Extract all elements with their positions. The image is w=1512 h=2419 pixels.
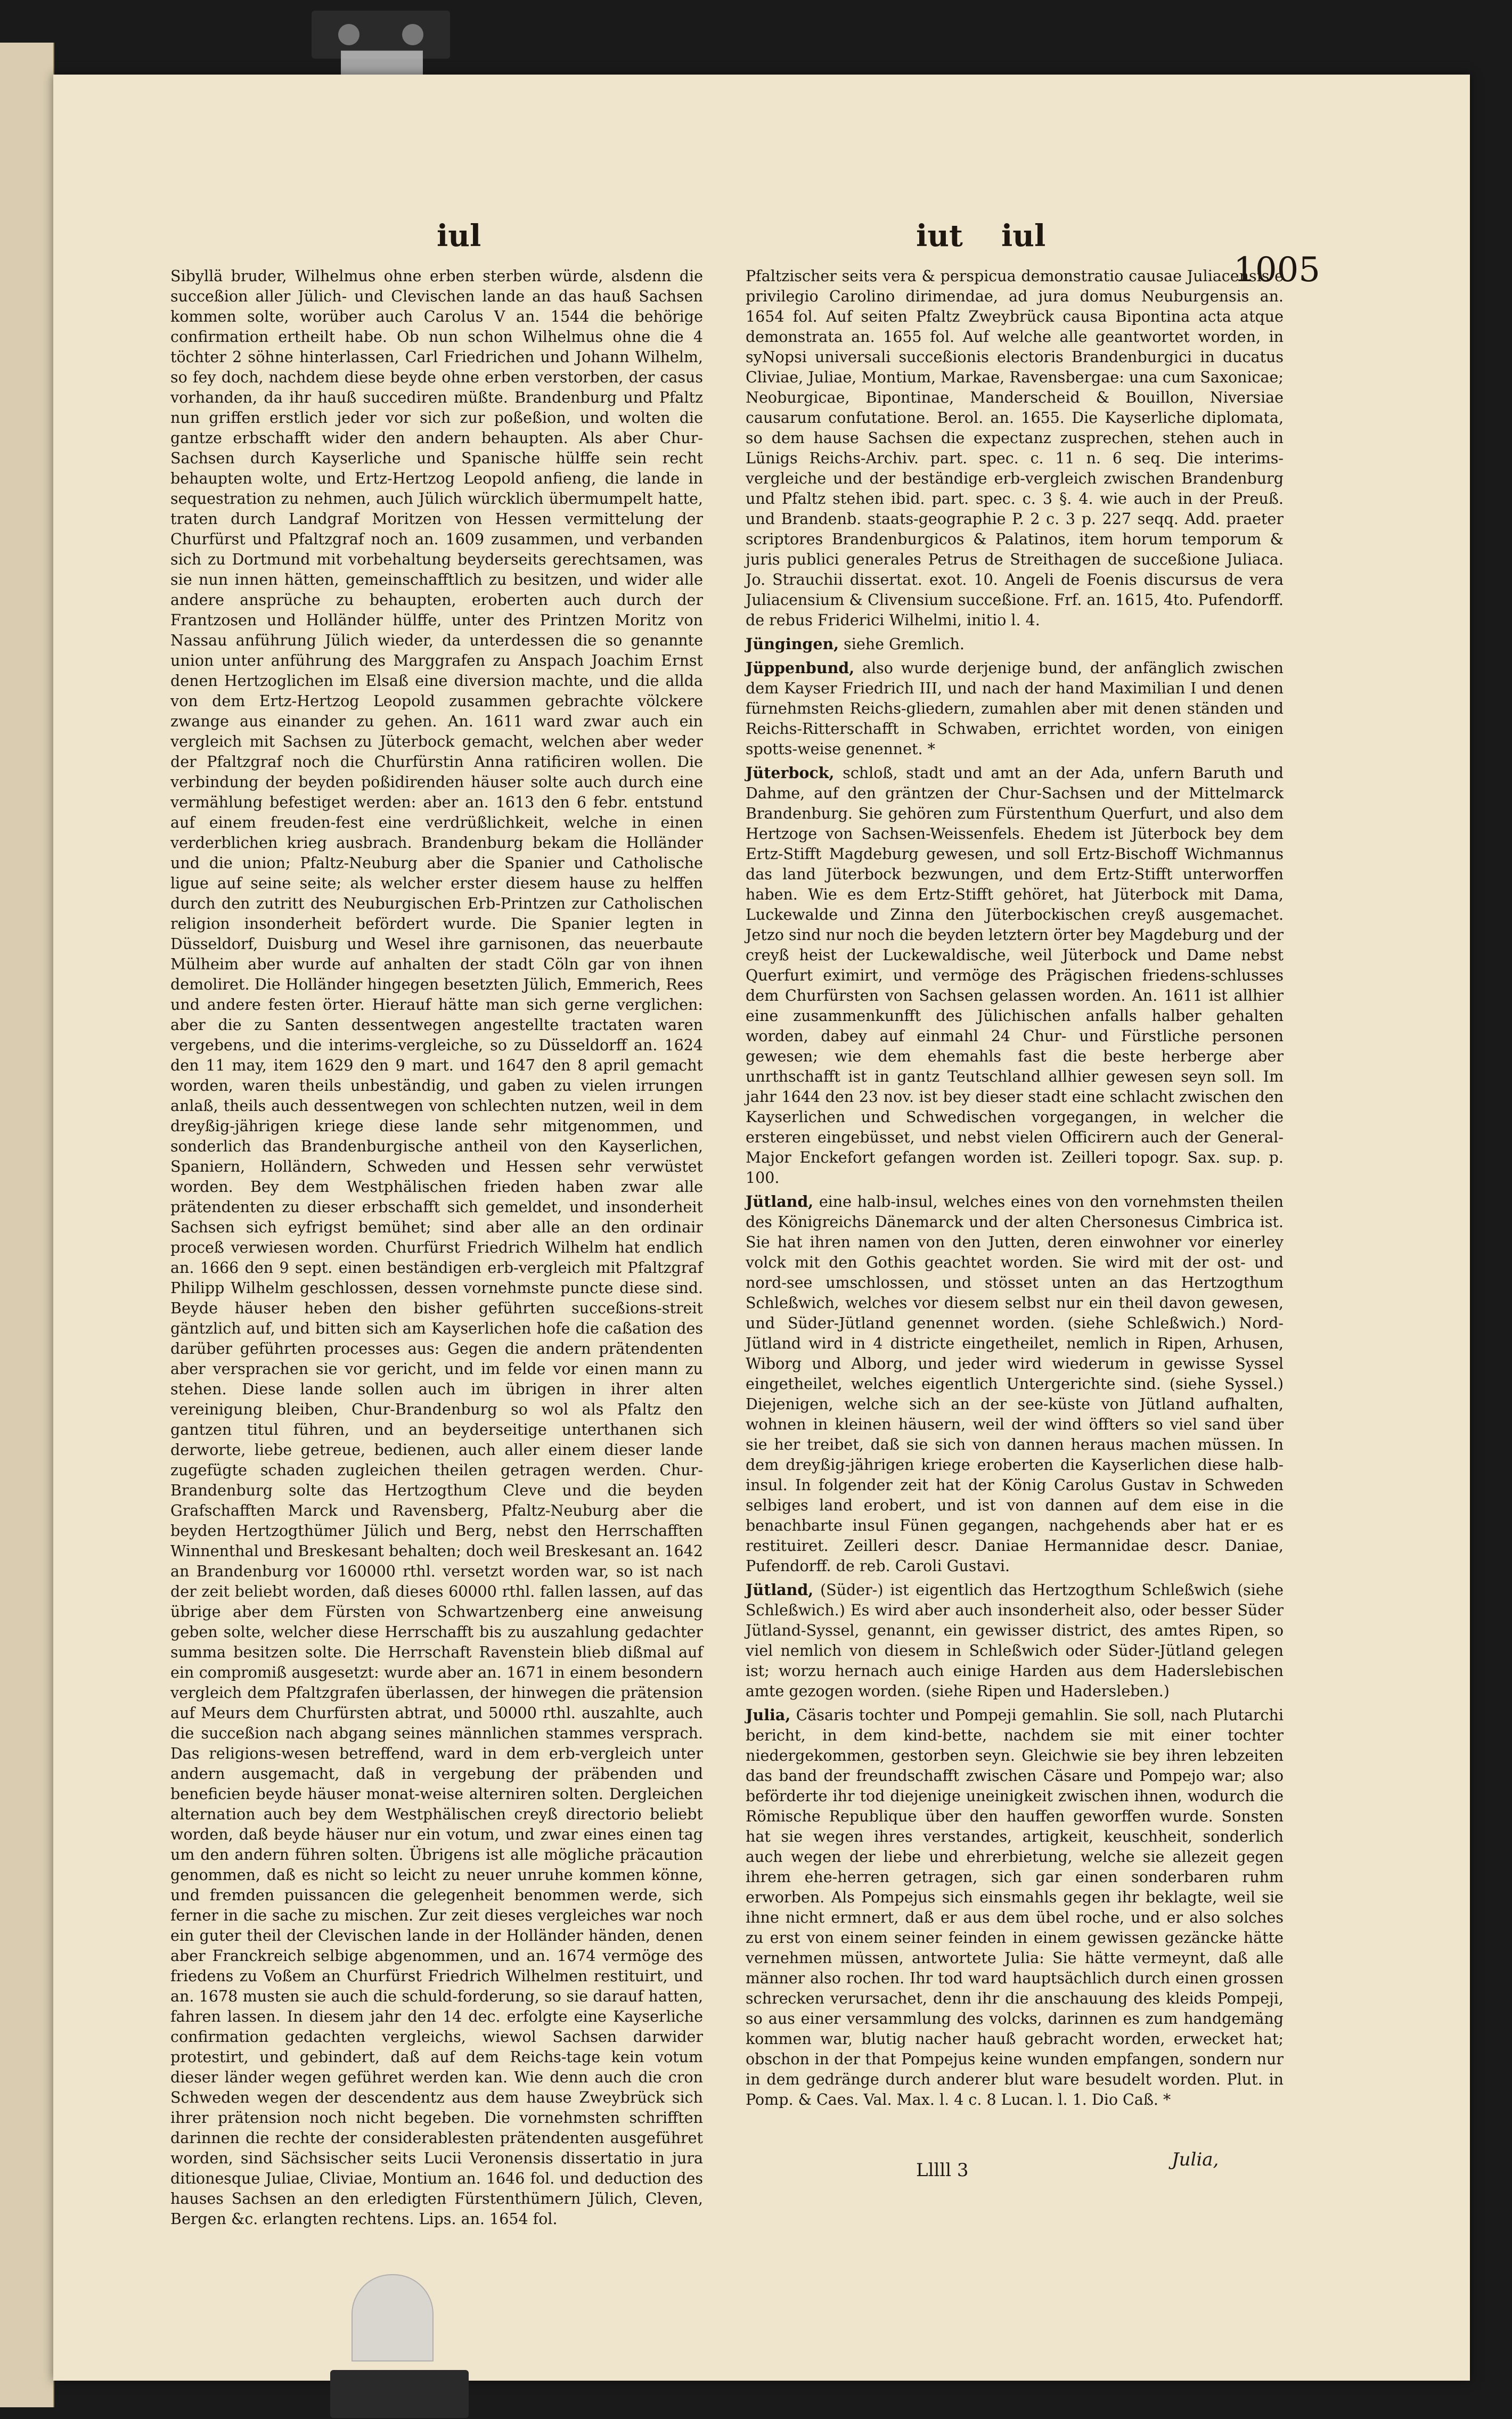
entry-lemma: Jütland, xyxy=(746,1192,814,1211)
entry-lemma: Julia, xyxy=(746,1706,791,1724)
right-text-column xyxy=(746,266,1284,2113)
entry-text: also wurde derjenige bund, der anfänglich zwischen dem Kayser Friedrich III, und nach der hand Maximilian I und denen fürnehmsten Reichs-gliedern, zumahlen aber mit denen ständen und Reichs-Ritterschafft in Schwaben, errichtet worden, von einigen spotts-weise genennet. * xyxy=(746,659,1284,758)
entry-text: (Süder-) ist eigentlich das Hertzogthum Schleßwich (siehe Schleßwich.) Es wird aber auch insonderheit also, oder besser Süder Jütland-Syssel, genannt, ein gewisser district, des amtes Ripen, so viel nemlich von diesem in Schleßwich oder Süder-Jütland gelegen ist; worzu hernach auch einige Harden aus dem Haderslebischen amte gezogen worden. (siehe Ripen und Hadersleben.) xyxy=(746,1581,1284,1700)
entry-text: eine halb-insul, welches eines von den vornehmsten theilen des Königreichs Dänemarck und der alten Chersonesus Cimbrica ist. Sie hat ihren namen von den Jutten, deren einwohner vor einerley volck mit den Gothis geachtet worden. Sie wird mit der ost- und nord-see umschlossen, und stösset unten an das Hertzogthum Schleßwich, welches vor diesem selbst nur ein theil davon gewesen, und Süder-Jütland genennet worden. (siehe Schleßwich.) Nord-Jütland wird in 4 districte eingetheilet, nemlich in Ripen, Arhusen, Wiborg und Alborg, und jeder wird wiederum in gewisse Syssel eingetheilet, welches eigentlich Untergerichte sind. (siehe Syssel.) Diejenigen, welche sich an der see-küste von Jütland aufhalten, wohnen in kleinen häusern, weil der wind öffters so viel sand über sie her treibet, daß sie sich von dannen heraus machen müssen. In dem dreyßig-jährigen kriege eroberten die Kayserlichen diese halb-insul. In folgender zeit hat der König Carolus Gustav in Schweden selbiges land erobert, und ist von dannen auf dem eise in die benachbarte insul Fünen gegangen, nachgehends aber hat er es restituiret. Zeilleri descr. Daniae Hermannidae descr. Daniae, Pufendorff. de reb. Caroli Gustavi. xyxy=(746,1193,1284,1575)
dictionary-entry xyxy=(746,658,1284,759)
dictionary-entry xyxy=(746,634,1284,655)
dictionary-entry xyxy=(746,763,1284,1188)
entry-lemma: Jütland, xyxy=(746,1581,814,1599)
entry-text: siehe Gremlich. xyxy=(844,635,965,653)
page-number: 1005 xyxy=(1233,250,1320,290)
signature-mark: Lllll 3 xyxy=(916,2160,969,2181)
dictionary-entry xyxy=(746,266,1284,631)
clamp-screw-icon xyxy=(402,24,423,45)
entry-text: Pfaltzischer seits vera & perspicua demonstratio causae Juliacensis e privilegio Carolino dirimendae, ad jura domus Neuburgensis an. 1654 fol. Auf seiten Pfaltz Zweybrück causa Bipontina acta atque demonstrata an. 1655 fol. Auf welche alle geantwortet worden, in syNopsi universali succeßionis electoris Brandenburgici in ducatus Cliviae, Juliae, Montium, Markae, Ravensbergae: una cum Saxonicae; Neoburgicae, Bipontinae, Manderscheid & Bouillon, Niversiae causarum confutatione. Berol. an. 1655. Die Kayserliche diplomata, so dem hause Sachsen die expectanz zusprechen, stehen auch in Lünigs Reichs-Archiv. part. spec. c. 11 n. 6 seq. Die interims-vergleiche und der beständige erb-vergleich zwischen Brandenburg und Pfaltz stehen ibid. part. spec. c. 3 §. 4. wie auch in der Preuß. und Brandenb. staats-geographie P. 2 c. 3 p. 227 seqq. Add. praeter scriptores Brandenburgicos & Palatinos, item horum temporum & juris publici generales Petrus de Streithagen de succeßione Juliaca. Jo. Strauchii dissertat. exot. 10. Angeli de Foenis discursus de vera Juliacensium & Clivensium succeßione. Frf. an. 1615, 4to. Pufendorff. de rebus Friderici Wilhelmi, initio l. 4. xyxy=(746,267,1284,629)
entry-text: Cäsaris tochter und Pompeji gemahlin. Sie soll, nach Plutarchi bericht, in dem kind-bette, nachdem sie mit einer tochter niedergekommen, gestorben seyn. Gleichwie sie bey ihren lebzeiten das band der freundschafft zwischen Cäsare und Pompejo war; also beförderte ihr tod diejenige uneinigkeit zwischen ihnen, wodurch die Römische Republique über den hauffen geworffen wurde. Sonsten hat sie wegen ihres verstandes, artigkeit, keuschheit, sonderlich auch wegen der liebe und ehrerbietung, welche sie allezeit gegen ihrem ehe-herren getragen, sich gar einen sonderbaren ruhm erworben. Als Pompejus sich einsmahls gegen ihr beklagte, weil sie ihne nicht ermnert, daß er aus dem übel roche, und er also solches zu erst von einem seiner feinden in einem gewissen gezäncke hätte vernehmen müssen, antwortete Julia: Sie hätte vermeynt, daß alle männer also rochen. Ihr tod ward hauptsächlich durch einen grossen schrecken verursachet, denn ihr die anschauung des kleids Pompeji, so aus einer versammlung des volcks, darinnen es zum handgemäng kommen war, blutig nacher hauß gebracht worden, erwecket hat; obschon in der that Pompejus keine wunden empfangen, sondern nur in dem gedränge durch anderer blut ware besudelt worden. Plut. in Pomp. & Caes. Val. Max. l. 4 c. 8 Lucan. l. 1. Dio Caß. * xyxy=(746,1706,1284,2109)
dictionary-entry xyxy=(746,1705,1284,2110)
book-clamp-bottom xyxy=(330,2370,469,2418)
page-weight-tab-bottom xyxy=(352,2274,434,2361)
entry-lemma: Jüngingen, xyxy=(746,635,839,653)
dictionary-entry xyxy=(746,1191,1284,1576)
entry-lemma: Jüppenbund, xyxy=(746,659,855,677)
running-head-right-last: iul xyxy=(1001,218,1046,254)
running-head-right-first: iut xyxy=(916,218,963,254)
left-text-column xyxy=(170,266,703,2233)
adjacent-page-edge xyxy=(0,43,54,2407)
continued-entry-text: Sibyllä bruder, Wilhelmus ohne erben sterben würde, alsdenn die succeßion aller Jülich- und Clevischen lande an das hauß Sachsen kommen solte, worüber auch Carolus V an. 1544 die behörige confirmation ertheilt habe. Ob nun schon Wilhelmus ohne die 4 töchter 2 söhne hinterlassen, Carl Friedrichen und Johann Wilhelm, so fey doch, nachdem diese beyde ohne erben verstorben, der casus vorhanden, da ihr hauß succediren müßte. Brandenburg und Pfaltz nun griffen erstlich jeder vor sich zur poßeßion, und wolten die gantze erbschafft wider den andern behaupten. Als aber Chur-Sachsen durch Kayserliche und Spanische hülffe sein recht behaupten wolte, und Ertz-Hertzog Leopold anfieng, die lande in sequestration zu nehmen, auch Jülich würcklich übermumpelt hatte, traten durch Landgraf Moritzen von Hessen vermittelung der Churfürst und Pfaltzgraf noch an. 1609 zusammen, und verbanden sich zu Dortmund mit vorbehaltung beyderseits gerechtsamen, was sie nun innen hätten, gemeinschafftlich zu besitzen, und wider alle andere ansprüche zu behaupten, eroberten auch durch der Frantzosen und Holländer hülffe, unter des Printzen Moritz von Nassau anführung Jülich wieder, da unterdessen die so genannte union unter anführung des Marggrafen zu Anspach Joachim Ernst denen Hertzoglichen im Elsaß eine diversion machte, und die allda von dem Ertz-Hertzog Leopold zusammen gebrachte völckere zwange aus einander zu gehen. An. 1611 ward zwar auch ein vergleich mit Sachsen zu Jüterbock gemacht, welchen aber weder der Pfaltzgraf noch die Churfürstin Anna ratificiren wollen. Die verbindung der beyden poßidirenden häuser solte auch durch eine vermählung befestiget werden: aber an. 1613 den 6 febr. entstund auf einem freuden-fest eine verdrüßlichkeit, welche in einen verderblichen krieg ausbrach. Brandenburg bekam die Holländer und die union; Pfaltz-Neuburg aber die Spanier und Catholische ligue auf seine seite; als welcher erster diesem hause zu helffen durch den zutritt des Neuburgischen Erb-Printzen zur Catholischen religion insonderheit befördert wurde. Die Spanier legten in Düsseldorf, Duisburg und Wesel ihre garnisonen, das neuerbaute Mülheim aber wurde auf anhalten der stadt Cöln gar von ihnen demoliret. Die Holländer hingegen besetzten Jülich, Emmerich, Rees und andere festen örter. Hierauf hätte man sich gerne verglichen: aber die zu Santen dessentwegen angestellte tractaten waren vergebens, und die interims-vergleiche, so zu Düsseldorff an. 1624 den 11 may, item 1629 den 9 mart. und 1647 den 8 april gemacht worden, waren theils unbeständig, und gaben zu vielen irrungen anlaß, theils auch dessentwegen von schlechten nutzen, weil in dem dreyßig-jährigen kriege diese lande sehr mitgenommen, und sonderlich das Brandenburgische antheil von den Kayserlichen, Spaniern, Holländern, Schweden und Hessen sehr verwüstet worden. Bey dem Westphälischen frieden haben zwar alle prätendenten zu dieser erbschafft sich gemeldet, und insonderheit Sachsen sich eyfrigst bemühet; sind aber alle an den ordinair proceß verwiesen worden. Churfürst Friedrich Wilhelm hat endlich an. 1666 den 9 sept. einen beständigen erb-vergleich mit Pfaltzgraf Philipp Wilhelm geschlossen, dessen vornehmste puncte diese sind. Beyde häuser heben den bisher geführten succeßions-streit gäntzlich auf, und bitten sich am Kayserlichen hofe die caßation des darüber geführten processes aus: Gegen die andern prätendenten aber versprachen sie vor gericht, und im felde vor einen mann zu stehen. Diese lande sollen auch im übrigen in ihrer alten vereinigung bleiben, Chur-Brandenburg so wol als Pfaltz den gantzen titul führen, und an beyderseitige unterthanen sich derworte, liebe getreue, bedienen, auch aller einem dieser lande zugefügte schaden zugleichen theilen getragen werden. Chur-Brandenburg solte das Hertzogthum Cleve und die beyden Grafschafften Marck und Ravensberg, Pfaltz-Neuburg aber die beyden Hertzogthümer Jülich und Berg, nebst den Herrschafften Winnenthal und Breskesant behalten; doch weil Breskesant an. 1642 an Brandenburg vor 160000 rthl. versetzt worden war, so ist nach der zeit beliebt worden, daß dieses 60000 rthl. fallen lassen, auf das übrige aber dem Fürsten von Schwartzenberg eine anweisung geben solte, welcher diese Herrschafft bis zu auszahlung gedachter summa besitzen solte. Die Herrschaft Ravenstein blieb dißmal auf ein compromiß ausgesetzt: wurde aber an. 1671 in einem besondern vergleich dem Pfaltzgrafen überlassen, der hinwegen die prätension auf Meurs dem Churfürsten abtrat, und 50000 rthl. auszahlte, auch die succeßion nach abgang seines männlichen stammes versprach. Das religions-wesen betreffend, ward in dem erb-vergleich unter andern ausgemacht, daß in vergebung der präbenden und beneficien beyde häuser monat-weise alterniren solten. Dergleichen alternation auch bey dem Westphälischen creyß directorio beliebt worden, daß beyde häuser nur ein votum, und zwar eines einen tag um den andern führen solten. Übrigens ist alle mögliche präcaution genommen, daß es nicht so leicht zu neuer unruhe kommen könne, und fremden puissancen die gelegenheit benommen werde, sich ferner in die sache zu mischen. Zur zeit dieses vergleiches war noch ein guter theil der Clevischen lande in der Holländer händen, denen aber Franckreich selbige abgenommen, und an. 1674 vermöge des friedens zu Voßem an Churfürst Friedrich Wilhelmen restituirt, und an. 1678 musten sie auch die schuld-forderung, so sie darauf hatten, fahren lassen. In diesem jahr den 14 dec. erfolgte eine Kayserliche confirmation gedachten vergleichs, wiewol Sachsen darwider protestirt, und gebindert, daß auf dem Reichs-tage kein votum dieser länder wegen geführet werden kan. Wie denn auch die cron Schweden wegen der descendentz aus dem hause Zweybrück sich ihrer prätension noch nicht begeben. Die vornehmsten schrifften darinnen die rechte der considerablesten prätendenten ausgeführet worden, sind Sächsischer seits Lucii Veronensis dissertatio in jura ditionesque Juliae, Cliviae, Montium an. 1646 fol. und deduction des hauses Sachsen an den erledigten Fürstenthümern Jülich, Cleven, Bergen &c. erlangten rechtens. Lips. an. 1654 fol. xyxy=(170,267,703,2228)
entry-text: schloß, stadt und amt an der Ada, unfern Baruth und Dahme, auf den gräntzen der Chur-Sachsen und der Mittelmarck Brandenburg. Sie gehören zum Fürstenthum Querfurt, und also dem Hertzoge von Sachsen-Weissenfels. Ehedem ist Jüterbock bey dem Ertz-Stifft Magdeburg gewesen, und soll Ertz-Bischoff Wichmannus das land Jüterbock bezwungen, und dem Ertz-Stifft unterworffen haben. Wie es dem Ertz-Stifft gehöret, hat Jüterbock mit Dama, Luckewalde und Zinna den Jüterbockischen creyß ausgemachet. Jetzo sind nur noch die beyden letztern örter bey Magdeburg und der creyß heist der Luckewaldische, weil Jüterbock und Dame nebst Querfurt eximirt, und vermöge des Prägischen friedens-schlusses dem Churfürsten von Sachsen gelassen worden. An. 1611 ist allhier eine zusammenkunfft des Jülichischen anfalls halber gehalten worden, dabey auf einmahl 24 Chur- und Fürstliche personen gewesen; wie dem ehemahls fast die beste herberge aber unrthschafft ist in gantz Teutschland allhier gewesen seyn soll. Im jahr 1644 den 23 nov. ist bey dieser stadt eine schlacht zwischen den Kayserlichen und Schwedischen vorgegangen, in welcher die ersteren eingebüsset, und nebst vielen Officirern auch der General-Major Enckefort gefangen worden ist. Zeilleri topogr. Sax. sup. p. 100. xyxy=(746,764,1284,1187)
clamp-screw-icon xyxy=(338,24,359,45)
catchword: Julia, xyxy=(1172,2149,1219,2170)
dictionary-entry xyxy=(746,1580,1284,1702)
running-head-left: iul xyxy=(437,218,481,254)
entry-lemma: Jüterbock, xyxy=(746,764,835,782)
